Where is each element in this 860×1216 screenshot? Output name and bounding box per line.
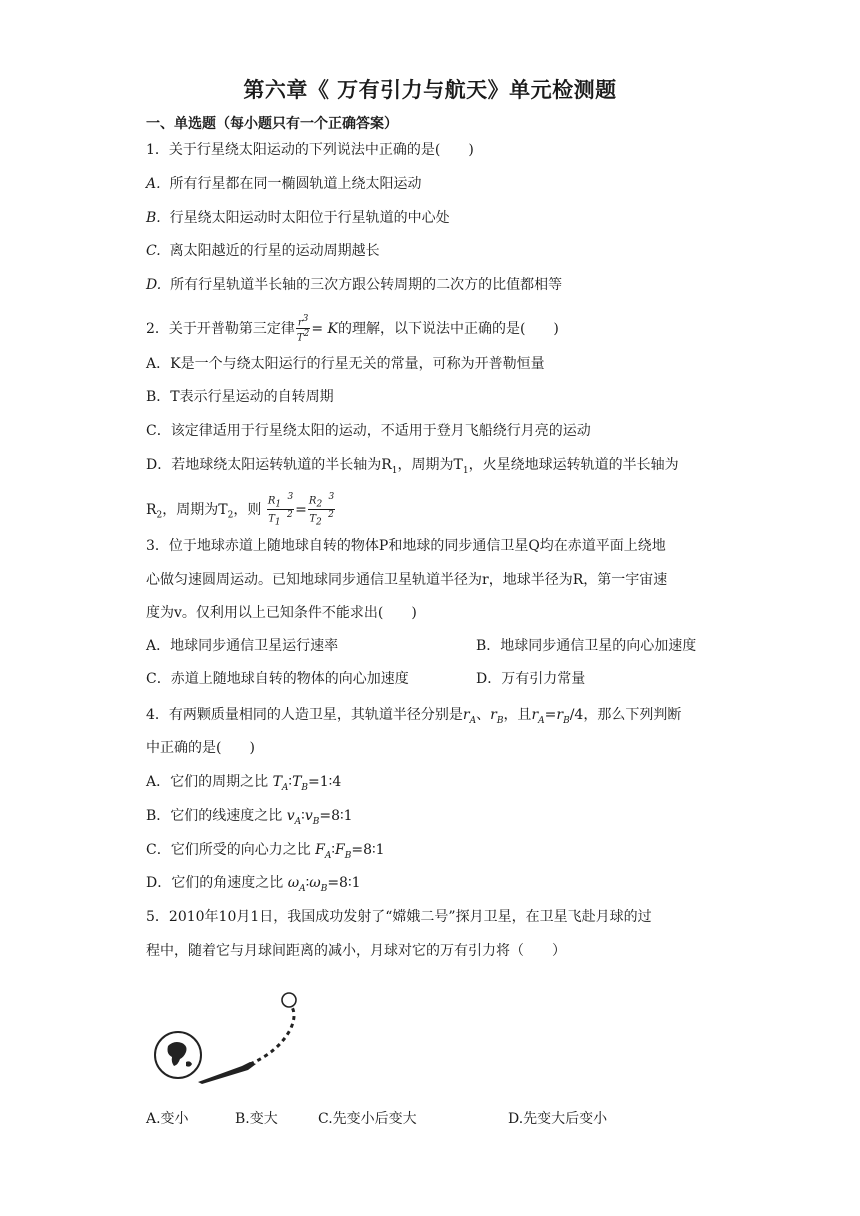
- question-4-stem-line2: 中正确的是( ): [146, 740, 255, 756]
- trajectory-path: [250, 1004, 294, 1064]
- earth-moon-trajectory-diagram: [150, 990, 480, 1090]
- question-5-option-d: D.先变大后变小: [508, 1111, 608, 1127]
- question-1-stem: 1．关于行星绕太阳运动的下列说法中正确的是( ): [146, 142, 474, 158]
- question-4-stem-line1: 4．有两颗质量相同的人造卫星，其轨道半径分别是$r_A$、$r_B$，且$r_A=r_B/4$，那么下列判断: [146, 707, 682, 726]
- question-4-option-b: B．它们的线速度之比 $v_A∶v_B=8∶1$: [146, 808, 353, 827]
- section-heading: 一、单选题（每小题只有一个正确答案）: [146, 116, 398, 132]
- question-1-option-d: D. 所有行星轨道半长轴的三次方跟公转周期的二次方的比值都相等: [146, 277, 563, 293]
- question-3-stem-line3: 度为v。仅利用以上已知条件不能求出( ): [146, 605, 417, 621]
- question-3-stem-line1: 3．位于地球赤道上随地球自转的物体P和地球的同步通信卫星Q均在赤道平面上绕地: [146, 538, 666, 554]
- question-5-stem-line2: 程中，随着它与月球间距离的减小，月球对它的万有引力将（ ）: [146, 943, 566, 959]
- question-1-option-c: C. 离太阳越近的行星的运动周期越长: [146, 243, 380, 259]
- question-2-stem: 2．关于开普勒第三定律 $\frac{r3}{T2}$ = K的理解，以下说法中正确的是( ): [146, 314, 559, 344]
- question-3-option-a: A．地球同步通信卫星运行速率: [146, 638, 339, 654]
- question-4-option-c: C．它们所受的向心力之比 $F_A∶F_B=8∶1$: [146, 842, 385, 861]
- question-4-option-a: A．它们的周期之比 $T_A∶T_B=1∶4$: [146, 774, 342, 793]
- spacecraft-icon: [198, 1062, 256, 1084]
- question-5-option-b: B.变大: [235, 1111, 278, 1127]
- question-4-option-d: D．它们的角速度之比 $\omega_A∶\omega_B=8∶1$: [146, 875, 361, 894]
- question-3-option-b: B．地球同步通信卫星的向心加速度: [476, 638, 697, 654]
- question-2-option-d-line2: $R_2$，周期为$T_2$，则 $\frac{R1 3}{T1 2}$ = $\frac{R2 3}{T2 2}$: [146, 492, 335, 528]
- question-5-option-a: A.变小: [146, 1111, 189, 1127]
- question-3-option-d: D．万有引力常量: [476, 671, 586, 687]
- kepler-fraction: $\frac{r3}{T2}$: [296, 314, 310, 344]
- question-1-option-b: B. 行星绕太阳运动时太阳位于行星轨道的中心处: [146, 210, 450, 226]
- question-2-option-d-line1: D．若地球绕太阳运转轨道的半长轴为$R_1$，周期为$T_1$，火星绕地球运转轨道的半长轴为: [146, 457, 679, 476]
- question-3-option-c: C．赤道上随地球自转的物体的向心加速度: [146, 671, 409, 687]
- question-3-stem-line2: 心做匀速圆周运动。已知地球同步通信卫星轨道半径为r，地球半径为R，第一宇宙速: [146, 572, 668, 588]
- question-1-option-a: A. 所有行星都在同一椭圆轨道上绕太阳运动: [146, 176, 422, 192]
- question-2-option-b: B．T表示行星运动的自转周期: [146, 389, 334, 405]
- question-5-option-c: C.先变小后变大: [318, 1111, 417, 1127]
- moon-icon: [282, 993, 296, 1007]
- page-title: 第六章《 万有引力与航天》单元检测题: [243, 78, 617, 102]
- question-2-option-c: C．该定律适用于行星绕太阳的运动，不适用于登月飞船绕行月亮的运动: [146, 423, 591, 439]
- question-5-stem-line1: 5．2010年10月1日，我国成功发射了“嫦娥二号”探月卫星，在卫星飞赴月球的过: [146, 909, 652, 925]
- question-2-option-a: A．K是一个与绕太阳运行的行星无关的常量，可称为开普勒恒量: [146, 356, 545, 372]
